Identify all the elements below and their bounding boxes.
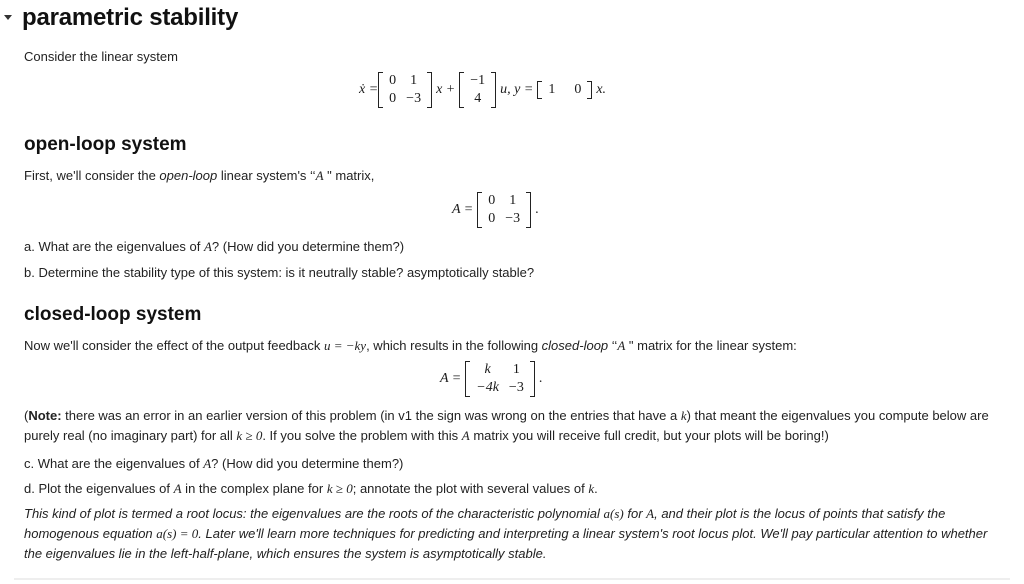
text-span: . Later we'll learn more techniques for predicting and interpreting a linear system's root locus plot. We'll pay particular attention to whether the eigenvalues lie in the left-half-plane, which ensures the system is asymptotically stable. bbox=[24, 526, 988, 561]
text-span: ; annotate the plot with several values of bbox=[352, 481, 589, 496]
system-matrix-A bbox=[378, 72, 432, 108]
math-a-of-s: a(s) bbox=[603, 506, 624, 521]
text-span: " matrix for the linear system: bbox=[625, 338, 797, 353]
system-equation bbox=[359, 72, 610, 108]
question-c bbox=[24, 454, 403, 473]
math-A: A bbox=[203, 456, 212, 471]
matrix-cell: 0 bbox=[389, 73, 397, 88]
text-span: there was an error in an earlier version of this problem (in v1 the sign was wrong on the entries that have a bbox=[61, 408, 681, 423]
matrix-cell: 1 bbox=[512, 362, 520, 377]
open-loop-equation bbox=[452, 192, 543, 228]
text-span: First, we'll consider the bbox=[24, 168, 160, 183]
math-A: A bbox=[646, 506, 655, 521]
math-k-ge-0: k ≥ 0 bbox=[326, 481, 353, 496]
matrix-cell: −3 bbox=[406, 91, 422, 106]
bottom-divider bbox=[14, 578, 1010, 580]
math-feedback: u = −ky bbox=[323, 338, 367, 353]
text-span: c. What are the eigenvalues of bbox=[24, 456, 204, 471]
text-span: d. Plot the eigenvalues of bbox=[24, 481, 174, 496]
text-span: matrix you will receive full credit, but your plots will be boring!) bbox=[469, 428, 829, 443]
text-span: ‘‘ bbox=[608, 338, 618, 353]
text-span: open-loop bbox=[159, 168, 218, 183]
collapse-caret-icon[interactable] bbox=[4, 15, 12, 20]
math-A: A bbox=[461, 428, 470, 443]
matrix-cell: k bbox=[484, 362, 491, 377]
matrix-cell: −3 bbox=[508, 380, 524, 395]
matrix-cell: 4 bbox=[474, 91, 482, 106]
math-A: A bbox=[173, 481, 182, 496]
root-locus-paragraph bbox=[24, 504, 994, 564]
text-span: linear system's ‘‘ bbox=[217, 168, 316, 183]
note-paragraph bbox=[24, 406, 994, 446]
closed-loop-heading: closed-loop system bbox=[24, 304, 202, 325]
math-k-ge-0: k ≥ 0 bbox=[236, 428, 263, 443]
x-plus: x + bbox=[436, 82, 456, 97]
math-k: k bbox=[588, 481, 595, 496]
math-A: A bbox=[315, 168, 324, 183]
matrix-cell: 0 bbox=[488, 211, 496, 226]
eq-lhs: A = bbox=[440, 371, 462, 386]
eq-end: . bbox=[538, 371, 543, 386]
math-homog-eq: a(s) = 0 bbox=[156, 526, 199, 541]
page-title: parametric stability bbox=[22, 4, 239, 31]
closed-loop-equation bbox=[440, 361, 546, 397]
system-matrix-C bbox=[537, 81, 592, 99]
text-span: , which results in the following bbox=[366, 338, 542, 353]
closed-loop-text bbox=[24, 336, 797, 355]
open-loop-text bbox=[24, 166, 374, 185]
math-A: A bbox=[203, 239, 212, 254]
eq-end: . bbox=[535, 202, 539, 217]
matrix-cell: −3 bbox=[505, 211, 521, 226]
matrix-cell: 0 bbox=[488, 193, 496, 208]
matrix-cell: 1 bbox=[548, 82, 556, 97]
text-span: closed-loop bbox=[541, 338, 609, 353]
system-matrix-B bbox=[459, 72, 496, 108]
note-label: Note: bbox=[28, 408, 62, 423]
open-loop-matrix bbox=[477, 192, 531, 228]
text-span: Now we'll consider the effect of the output feedback bbox=[24, 338, 324, 353]
matrix-cell: 0 bbox=[389, 91, 397, 106]
question-b: b. Determine the stability type of this system: is it neutrally stable? asymptotically stable? bbox=[24, 265, 535, 280]
matrix-cell: −4k bbox=[476, 380, 499, 395]
matrix-cell: 1 bbox=[509, 193, 517, 208]
text-span: This kind of plot is termed a root locus: the eigenvalues are the roots of the characteristic polynomial bbox=[24, 506, 604, 521]
text-span: . bbox=[594, 481, 598, 496]
open-loop-heading: open-loop system bbox=[24, 134, 187, 155]
text-span: ( bbox=[24, 408, 29, 423]
text-span: in the complex plane for bbox=[181, 481, 327, 496]
text-span: ? (How did you determine them?) bbox=[211, 456, 404, 471]
intro-text: Consider the linear system bbox=[24, 49, 178, 64]
closed-loop-matrix bbox=[465, 361, 535, 397]
text-span: , and their plot is the locus of points that satisfy the homogenous equation bbox=[24, 506, 946, 541]
question-a bbox=[24, 237, 404, 256]
text-span: . If you solve the problem with this bbox=[262, 428, 462, 443]
text-span: " matrix, bbox=[323, 168, 375, 183]
u-y-eq: u, y = bbox=[500, 82, 534, 97]
xdot-lhs: ẋ = bbox=[359, 82, 379, 97]
math-k: k bbox=[680, 408, 687, 423]
text-span: ) that meant the eigenvalues you compute below are purely real (no imaginary part) for all bbox=[24, 408, 989, 443]
text-span: for bbox=[623, 506, 647, 521]
matrix-cell: −1 bbox=[470, 73, 486, 88]
question-d bbox=[24, 479, 598, 498]
text-span: ? (How did you determine them?) bbox=[211, 239, 405, 254]
x-end: x. bbox=[596, 82, 607, 97]
eq-lhs: A = bbox=[452, 202, 474, 217]
matrix-cell: 0 bbox=[574, 82, 582, 97]
text-span: a. What are the eigenvalues of bbox=[24, 239, 204, 254]
matrix-cell: 1 bbox=[410, 73, 418, 88]
math-A: A bbox=[617, 338, 626, 353]
